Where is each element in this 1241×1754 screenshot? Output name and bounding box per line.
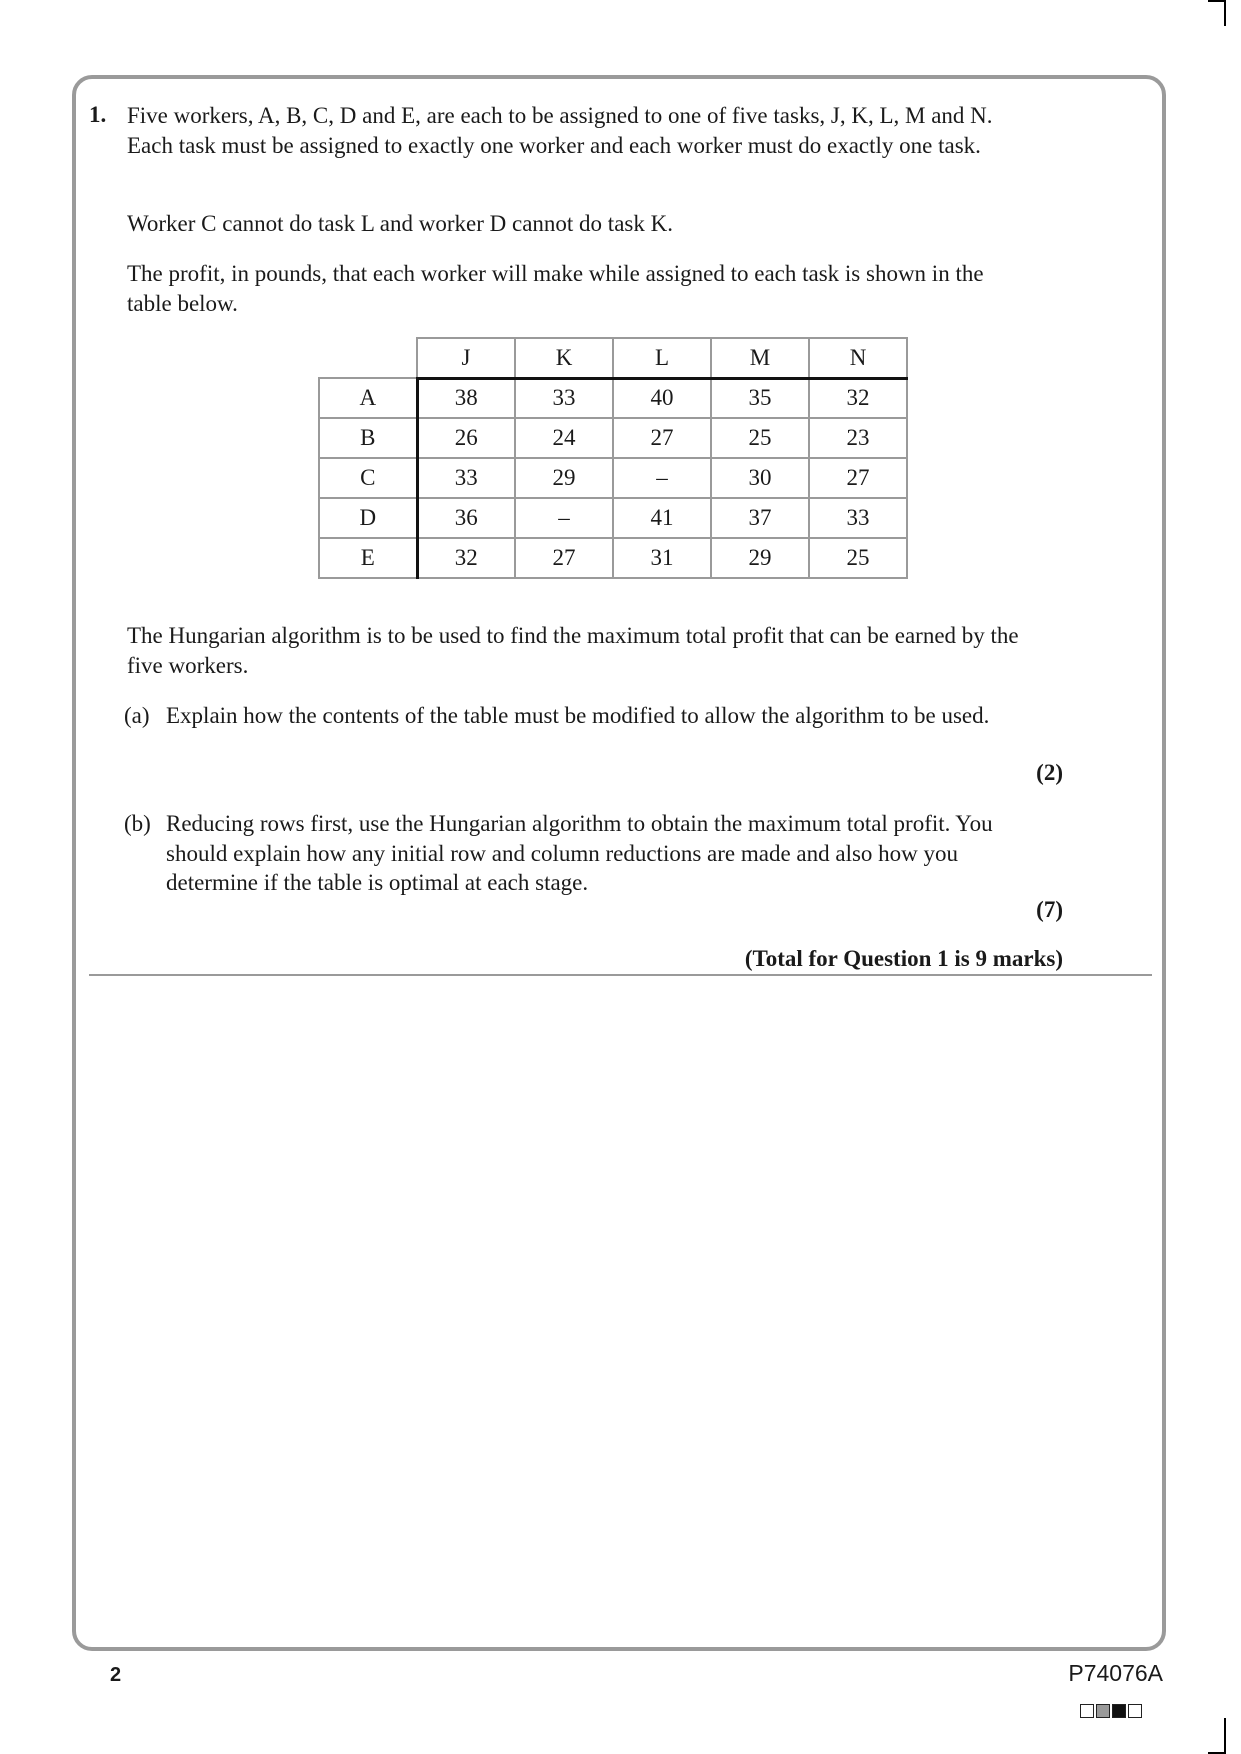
table-corner xyxy=(319,338,417,378)
crop-mark-top-bar xyxy=(1208,0,1226,2)
column-header: J xyxy=(417,338,515,378)
table-cell: – xyxy=(515,498,613,538)
crop-mark-top xyxy=(1224,0,1226,26)
table-row xyxy=(319,378,907,418)
table-cell: 41 xyxy=(613,498,711,538)
table-cell: 36 xyxy=(417,498,515,538)
table-row xyxy=(319,538,907,578)
table-header-row xyxy=(319,338,907,378)
table-cell: 37 xyxy=(711,498,809,538)
page-number: 2 xyxy=(110,1664,122,1686)
box-grey xyxy=(1096,1704,1110,1718)
table-cell: 27 xyxy=(809,458,907,498)
question-intro: Five workers, A, B, C, D and E, are each to be assigned to one of five tasks, J, K, L, M and N. Each task must be assigned to exactly one worker and each worker must do exactly one task. xyxy=(127,103,993,158)
row-header: D xyxy=(319,498,417,538)
box-white xyxy=(1080,1704,1094,1718)
profit-table xyxy=(318,337,908,579)
question-number: 1. xyxy=(89,102,107,127)
table-cell: 33 xyxy=(417,458,515,498)
row-header: E xyxy=(319,538,417,578)
table-cell: 32 xyxy=(417,538,515,578)
box-black xyxy=(1112,1704,1126,1718)
row-header: C xyxy=(319,458,417,498)
table-cell: 32 xyxy=(809,378,907,418)
box-white xyxy=(1128,1704,1142,1718)
part-b-text: Reducing rows first, use the Hungarian algorithm to obtain the maximum total profit. You should explain how any initial row and column reductions are made and also how you determine if the table is optimal at each stage. xyxy=(166,811,993,895)
part-a-marks: (2) xyxy=(1036,760,1063,785)
row-header: B xyxy=(319,418,417,458)
crop-mark-bottom xyxy=(1224,1718,1226,1754)
table-cell: 31 xyxy=(613,538,711,578)
part-b-marks: (7) xyxy=(1036,897,1063,922)
question-constraint: Worker C cannot do task L and worker D cannot do task K. xyxy=(127,211,673,236)
table-cell: 23 xyxy=(809,418,907,458)
table-cell: 27 xyxy=(515,538,613,578)
total-divider xyxy=(89,974,1152,976)
table-cell: 33 xyxy=(809,498,907,538)
table-cell: 40 xyxy=(613,378,711,418)
table-cell: 33 xyxy=(515,378,613,418)
table-cell: 29 xyxy=(515,458,613,498)
table-cell: 27 xyxy=(613,418,711,458)
table-cell: 38 xyxy=(417,378,515,418)
table-row xyxy=(319,498,907,538)
table-cell: 29 xyxy=(711,538,809,578)
table-cell: 24 xyxy=(515,418,613,458)
question-total: (Total for Question 1 is 9 marks) xyxy=(744,946,1063,971)
table-cell: 25 xyxy=(711,418,809,458)
row-header: A xyxy=(319,378,417,418)
table-intro: The profit, in pounds, that each worker will make while assigned to each task is shown in the table below. xyxy=(127,261,984,316)
table-cell: 26 xyxy=(417,418,515,458)
part-b-label: (b) xyxy=(124,811,151,836)
column-header: K xyxy=(515,338,613,378)
part-a-label: (a) xyxy=(124,703,150,728)
table-row xyxy=(319,458,907,498)
table-cell: 25 xyxy=(809,538,907,578)
part-a-text: Explain how the contents of the table must be modified to allow the algorithm to be used. xyxy=(166,703,990,728)
column-header: M xyxy=(711,338,809,378)
table-cell: – xyxy=(613,458,711,498)
barcode-boxes xyxy=(1080,1704,1144,1718)
table-cell: 35 xyxy=(711,378,809,418)
table-row xyxy=(319,418,907,458)
column-header: N xyxy=(809,338,907,378)
column-header: L xyxy=(613,338,711,378)
paper-code: P74076A xyxy=(1068,1660,1163,1686)
algorithm-intro: The Hungarian algorithm is to be used to find the maximum total profit that can be earned by the five workers. xyxy=(127,623,1019,678)
table-cell: 30 xyxy=(711,458,809,498)
